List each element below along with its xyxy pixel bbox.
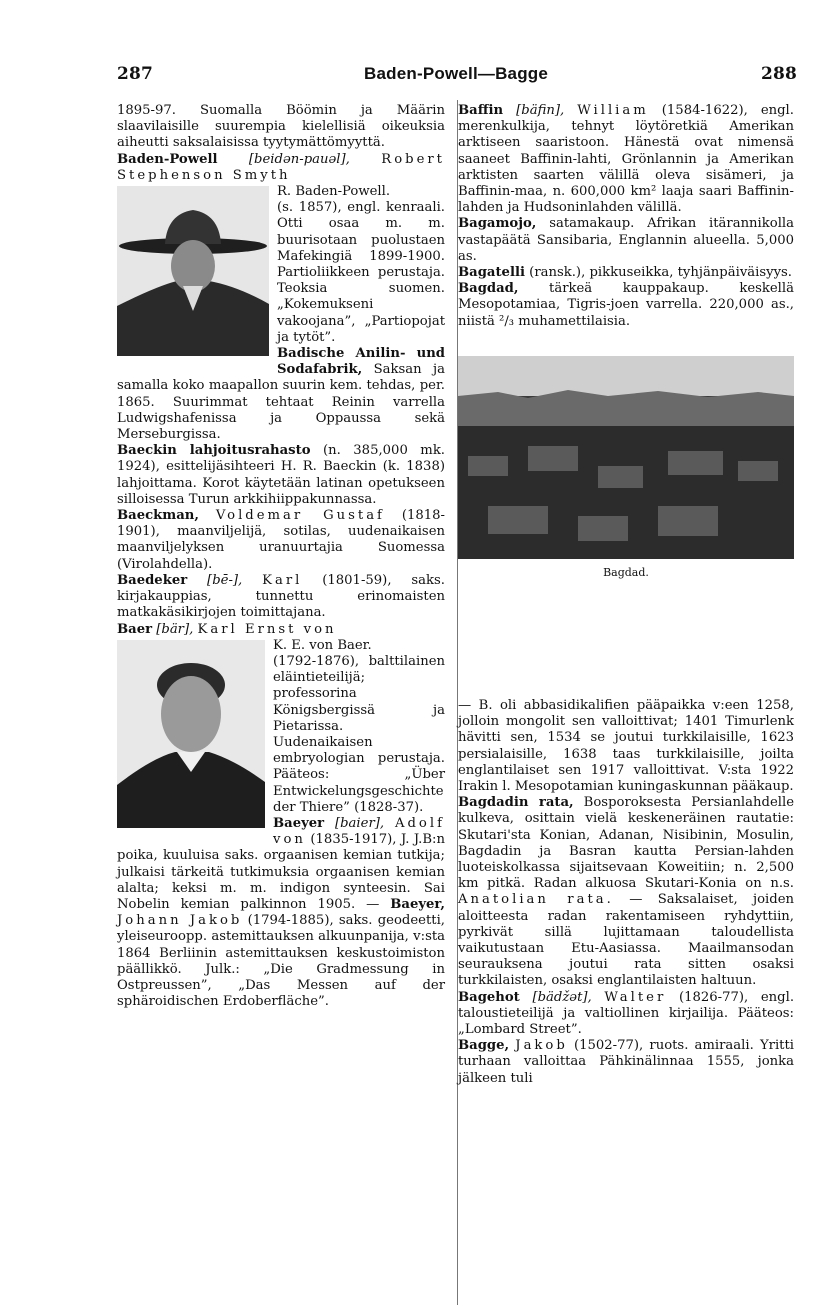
right-column [458,103,794,589]
entry-baedeker [117,573,445,622]
portrait-caption: K. E. von Baer. [273,637,372,653]
entry-baden-powell [117,152,445,184]
headword: Bagge, [458,1038,510,1054]
page-number-left: 287 [117,64,154,84]
photo-bagdad [458,356,794,559]
entry-text: (1502-77), ruots. amiraali. Yritti turhaan valloittaa Pähkinälinnaa 1555, jonka jälkeen tuli [458,1038,794,1086]
entry-text: satamakaup. Afrikan itärannikolla vastapäätä Sansibaria, Englannin alueella. 5,000 as. [458,216,794,264]
person-name: Karl [262,572,303,588]
headword: Baeyer, [390,896,445,912]
entry-bagdad [458,281,794,330]
entry-text: — Saksalaiset, joiden aloitteesta radan rakentamiseen ryhdyttiin, pyrkivät sillä lujittamaan taloudellista vaikutustaan Etu-Aasiassa. Maailmansodan seurauksena joutui rata sitten osaksi turkkilaisten, osaksi englantilaisten haltuun. [458,892,795,989]
headword: Baedeker [117,572,188,588]
entry-text: Saksan ja samalla koko maapallon suurin kem. tehdas, per. 1865. Suurimmat tehtaat Reinin varrella Ludwigshafenissa ja Oppaussa sekä Merseburgissa. [117,362,445,443]
headword: Baeckin lahjoitusrahasto [117,443,311,459]
headword: Baeyer [273,815,325,831]
railway-name: Anatolian rata. [458,892,614,908]
entry-text: (1801-59), saks. kirjakauppias, tunnettu erinomaisten matkakäsikirjojen toimittajana. [117,572,445,621]
person-name: Voldemar Gustaf [215,508,385,524]
entry-text: tärkeä kauppakaup. keskellä Mesopotamiaa, Tigris-joen varrella. 220,000 as., niistä ²/₃ muhamettilaisia. [458,281,794,329]
headword: Badische Anilin- und Sodafabrik, [277,346,445,378]
entry-bagge [458,1038,794,1087]
entry-bagatelli [458,265,794,281]
person-name: Adolf von [273,815,445,848]
headword: Bagdad, [458,281,519,297]
page-number-right: 288 [761,64,798,84]
entry-text: (ransk.), pikkuseikka, tyhjänpäiväisyys. [529,265,792,281]
entry-text: (1792-1876), balttilainen eläintieteilijä; professorina Königsbergissä ja Pietarissa. Uudenaikaisen embryologian perustaja. Pääteos: „Über Entwickelungsgeschichte der Thiere” (1828-37). [273,653,445,815]
entry-bagamojo [458,216,794,265]
person-name: Karl Ernst von [197,621,337,637]
headword: Baeckman, [117,508,199,524]
entry-baeckin [117,443,445,508]
entry-text: (1835-1917), J. J.B:n poika, kuuluisa saks. orgaanisen kemian tutkija; julkaisi tärkeitä tutkimuksia orgaanisen kemian alalta; keksi m. m. indigon synteesin. Sai Nobelin kemian palkinnon 1905. — [117,832,445,912]
entry-bagehot [458,990,794,1039]
photo-caption: Bagdad. [603,565,649,579]
person-name: Jakob [515,1038,568,1054]
pronunciation: [bär], [156,621,194,637]
headword: Bagamojo, [458,216,537,232]
entry-text: (s. 1857), engl. kenraali. Otti osaa m. m. buurisotaan puolustaen Mafekingiä 1899-1900. Partioliikkeen perustaja. Teoksia suomen. „Kokemukseni vakoojana”, „Partiopojat ja tytöt”. [277,200,445,345]
entry-text: (1818-1901), maanviljelijä, sotilas, uudenaikaisen maanviljelyksen uranuurtajia Suomessa (Virolahdella). [117,508,445,572]
running-title: Baden-Powell—Bagge [364,64,549,83]
person-name: Robert Stephenson Smyth [117,151,445,183]
headword: Baer [117,621,153,637]
entry-baffin [458,103,794,216]
entry-bagdadin-rata [458,795,794,989]
entry-bagdad-continued: — B. oli abbasidikalifien pääpaikka v:een 1258, jolloin mongolit sen valloittivat; 1401 Timurlenk hävitti sen, 1534 se joutui turkkilaisille, 1623 persialaisille, 1638 taas turkkilaisille, joilta englantilaiset sen 1917 valloittivat. V:sta 1922 Irakin l. Mesopotamian kuningaskunnan pääkaup. [458,698,794,795]
entry-baer [117,622,445,638]
pronunciation: [beidən-pauəl], [248,151,350,167]
entry-text: (1584-1622), engl. merenkulkija, tehnyt löytöretkiä Amerikan arktiseen saaristoon. Hänestä ovat nimensä saaneet Baffinin-lahti, Grönlannin ja Amerikan arktisten saarten välillä oleva sisämeri, ja Baffinin-maa, n. 600,000 km² laaja saari Baffinin-lahden ja Hudsoninlahden välillä. [458,103,794,216]
portrait-von-baer [117,640,265,846]
pronunciation: [bädžət], [532,989,592,1005]
headword: Bagatelli [458,265,525,281]
entry-text: (n. 385,000 mk. 1924), esittelijäsihteeri H. R. Baeckin (k. 1838) lahjoittama. Korot käytetään latinan opetukseen silloisessa Turun arkkihiippakunnassa. [117,443,445,507]
headword: Bagehot [458,989,520,1005]
portrait-caption: R. Baden-Powell. [277,184,391,200]
person-name: Johann Jakob [117,913,243,929]
headword: Baffin [458,103,504,118]
headword: Bagdadin rata, [458,795,574,811]
right-column-lower [458,698,794,1087]
person-name: William [577,103,649,118]
entry-text: (1826-77), engl. taloustieteilijä ja valtiollinen kirjailija. Pääteos: „Lombard Street”. [458,989,795,1038]
headword: Baden-Powell [117,151,218,167]
portrait-baden-powell [117,186,269,375]
person-name: Walter [604,989,667,1005]
left-column [117,103,445,1010]
pronunciation: [baier], [334,815,385,831]
entry-continuation: 1895-97. Suomalla Böömin ja Määrin slaavilaisille suurempia kielellisiä oikeuksia aiheutti saksalaisissa tyytymättömyyttä. [117,103,445,151]
entry-baeckman [117,508,445,573]
entry-text: Bosporoksesta Persianlahdelle kulkeva, osittain vielä keskeneräinen rautatie: Skutari'sta Konian, Adanan, Nisibinin, Mosulin, Bagdadin ja Basran kautta Persian-lahden luoteiskolkassa sijaitsevaan Koweitiin; n. 2,500 km pitkä. Radan alkuosa Skutari-Konia on n.s. [458,795,794,892]
pronunciation: [bē-], [207,572,243,588]
entry-text: (1794-1885), saks. geodeetti, yleiseuroopp. astemittauksen alkuunpanija, v:sta 1864 Berliinin astemittauksen keskustoimiston päällikkö. Julk.: „Die Gradmessung in Ostpreussen”, „Das Messen auf der sphäroidischen Erdoberfläche”. [117,913,445,1010]
pronunciation: [bäfin], [516,103,565,118]
